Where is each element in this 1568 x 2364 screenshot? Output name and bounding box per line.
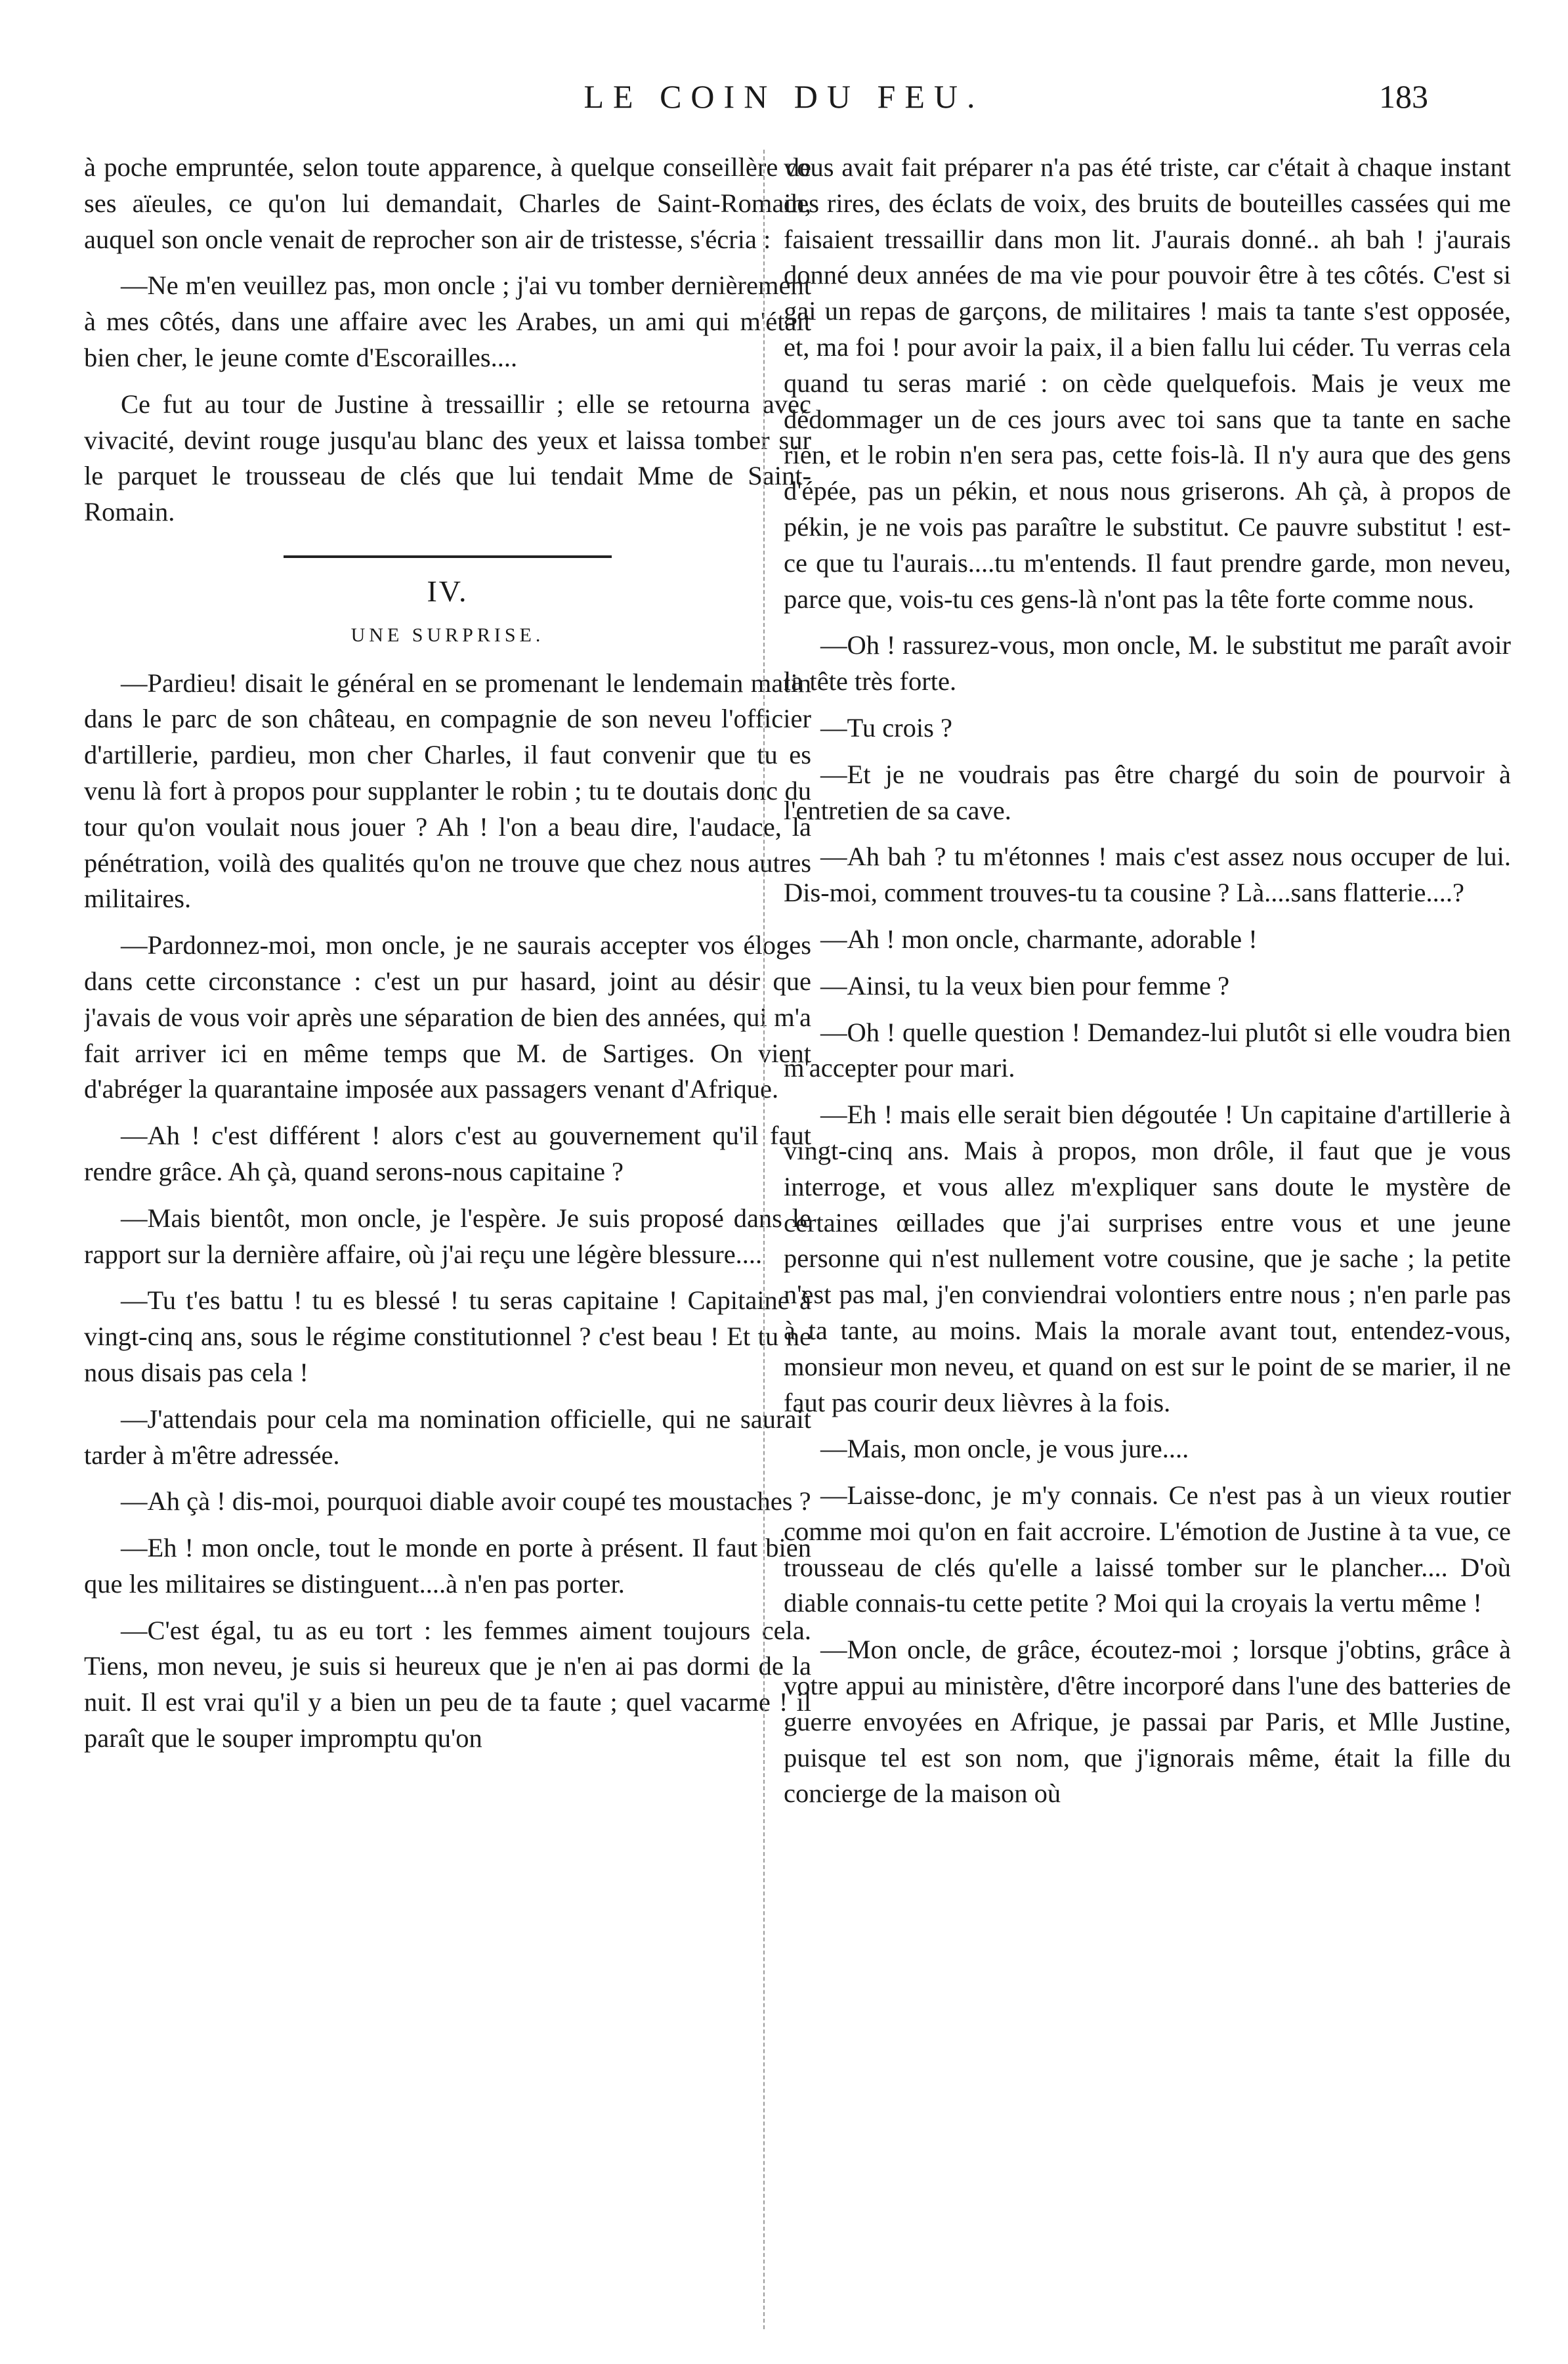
- column-separator: [763, 150, 765, 2329]
- section-number: IV.: [427, 574, 469, 608]
- paragraph: —Mon oncle, de grâce, écoutez-moi ; lorsque j'obtins, grâce à votre appui au ministère, d'être incorporé dans l'une des batteries de guerre envoyées en Afrique, je passai par Paris, et Mlle Justine, puisque tel est son nom, que j'ignorais même, était la fille du concierge de la maison où: [784, 1635, 1511, 1809]
- paragraph: —Mais, mon oncle, je vous jure....: [820, 1434, 1189, 1464]
- paragraph: —Pardonnez-moi, mon oncle, je ne saurais accepter vos éloges dans cette circonstance : c'est un pur hasard, joint au désir que j'avais de vous voir après une séparation de bien des années, qui m'a fait arriver ici en même temps que M. de Sartiges. On vient d'abréger la quarantaine imposée aux passagers venant d'Afrique.: [84, 930, 811, 1104]
- paragraph: —Oh ! rassurez-vous, mon oncle, M. le substitut me paraît avoir la tête très forte.: [784, 630, 1511, 697]
- paragraph: vous avait fait préparer n'a pas été triste, car c'était à chaque instant des rires, des éclats de voix, des bruits de bouteilles cassées qui me faisaient tressaillir dans mon lit. J'aurais donné.. ah bah ! j'aurais donné deux années de ma vie pour pouvoir être à tes côtés. C'est si gai un repas de garçons, de militaires ! mais ta tante s'est opposée, et, ma foi ! pour avoir la paix, il a bien fallu lui céder. Tu verras cela quand tu seras marié : on cède quelquefois. Mais je veux me dédommager un de ces jours avec toi sans que ta tante en sache rien, et le robin n'en sera pas, cette fois-là. Il n'y aura que des gens d'épée, pas un pékin, et nous nous griserons. Ah çà, à propos de pékin, je ne vois pas paraître le substitut. Ce pauvre substitut ! est-ce que tu l'aurais....tu m'entends. Il faut prendre garde, mon neveu, parce que, vois-tu ces gens-là n'ont pas la tête forte comme nous.: [784, 152, 1511, 614]
- paragraph: —Ne m'en veuillez pas, mon oncle ; j'ai vu tomber dernièrement à mes côtés, dans une affaire avec les Arabes, un ami qui m'était bien cher, le jeune comte d'Escorailles....: [84, 270, 811, 372]
- paragraph: —J'attendais pour cela ma nomination officielle, qui ne saurait tarder à m'être adressée.: [84, 1404, 811, 1470]
- section-divider: [284, 555, 612, 558]
- page-header: [0, 77, 1568, 130]
- running-title: LE COIN DU FEU.: [583, 78, 985, 115]
- paragraph: —Ah ! mon oncle, charmante, adorable !: [820, 924, 1258, 954]
- paragraph: —Oh ! quelle question ! Demandez-lui plutôt si elle voudra bien m'accepter pour mari.: [784, 1017, 1511, 1083]
- left-column: [84, 150, 811, 2336]
- paragraph: —C'est égal, tu as eu tort : les femmes aiment toujours cela. Tiens, mon neveu, je suis si heureux que je n'en ai pas dormi de la nuit. Il est vrai qu'il y a bien un peu de ta faute ; quel vacarme ! il paraît que le souper impromptu qu'on: [84, 1615, 811, 1753]
- paragraph: —Ah ! c'est différent ! alors c'est au gouvernement qu'il faut rendre grâce. Ah çà, quand serons-nous capitaine ?: [84, 1121, 811, 1186]
- page-number: 183: [1379, 78, 1428, 115]
- paragraph: —Pardieu! disait le général en se promenant le lendemain matin dans le parc de son château, en compagnie de son neveu l'officier d'artillerie, pardieu, mon cher Charles, il faut convenir que tu es venu là fort à propos pour supplanter le robin ; tu te doutais donc du tour qu'on voulait nous jouer ? Ah ! l'on a beau dire, l'audace, la pénétration, voilà des qualités qu'on ne trouve que chez nous autres militaires.: [84, 668, 811, 914]
- paragraph: —Eh ! mon oncle, tout le monde en porte à présent. Il faut bien que les militaires se distinguent....à n'en pas porter.: [84, 1533, 811, 1599]
- paragraph: —Tu crois ?: [820, 712, 953, 742]
- paragraph: —Mais bientôt, mon oncle, je l'espère. Je suis proposé dans le rapport sur la dernière affaire, où j'ai reçu une légère blessure....: [84, 1203, 811, 1269]
- paragraph: —Ah çà ! dis-moi, pourquoi diable avoir coupé tes moustaches ?: [121, 1486, 811, 1516]
- paragraph: —Eh ! mais elle serait bien dégoutée ! Un capitaine d'artillerie à vingt-cinq ans. Mais à propos, mon drôle, il faut que je vous interroge, et vous allez m'expliquer sans doute le mystère de certaines œillades que j'ai surprises entre vous et une jeune personne qui n'est nullement votre cousine, que je sache ; la petite n'est pas mal, j'en conviendrai volontiers entre nous ; n'en parle pas à ta tante, au moins. Mais la morale avant tout, entendez-vous, monsieur mon neveu, et quand on est sur le point de se marier, il ne faut pas courir deux lièvres à la fois.: [784, 1100, 1511, 1417]
- paragraph: Ce fut au tour de Justine à tressaillir ; elle se retourna avec vivacité, devint rouge jusqu'au blanc des yeux et laissa tomber sur le parquet le trousseau de clés que lui tendait Mme de Saint-Romain.: [84, 389, 811, 527]
- paragraph: à poche empruntée, selon toute apparence, à quelque conseillère de ses aïeules, ce qu'on lui demandait, Charles de Saint-Romain, auquel son oncle venait de reprocher son air de tristesse, s'écria :: [84, 152, 811, 254]
- paragraph: —Et je ne voudrais pas être chargé du soin de pourvoir à l'entretien de sa cave.: [784, 759, 1511, 825]
- paragraph: —Ah bah ? tu m'étonnes ! mais c'est assez nous occuper de lui. Dis-moi, comment trouves-tu ta cousine ? Là....sans flatterie....?: [784, 842, 1511, 908]
- paragraph: —Laisse-donc, je m'y connais. Ce n'est pas à un vieux routier comme moi qu'on en fait accroire. L'émotion de Justine à ta vue, ce trousseau de clés qu'elle a laissé tomber sur le plancher.... D'où diable connais-tu cette petite ? Moi qui la croyais la vertu même !: [784, 1480, 1511, 1618]
- paragraph: —Ainsi, tu la veux bien pour femme ?: [820, 970, 1230, 1000]
- right-column: [784, 150, 1511, 2336]
- section-title: UNE SURPRISE.: [350, 624, 545, 646]
- paragraph: —Tu t'es battu ! tu es blessé ! tu seras capitaine ! Capitaine à vingt-cinq ans, sous le régime constitutionnel ? c'est beau ! Et tu ne nous disais pas cela !: [84, 1285, 811, 1387]
